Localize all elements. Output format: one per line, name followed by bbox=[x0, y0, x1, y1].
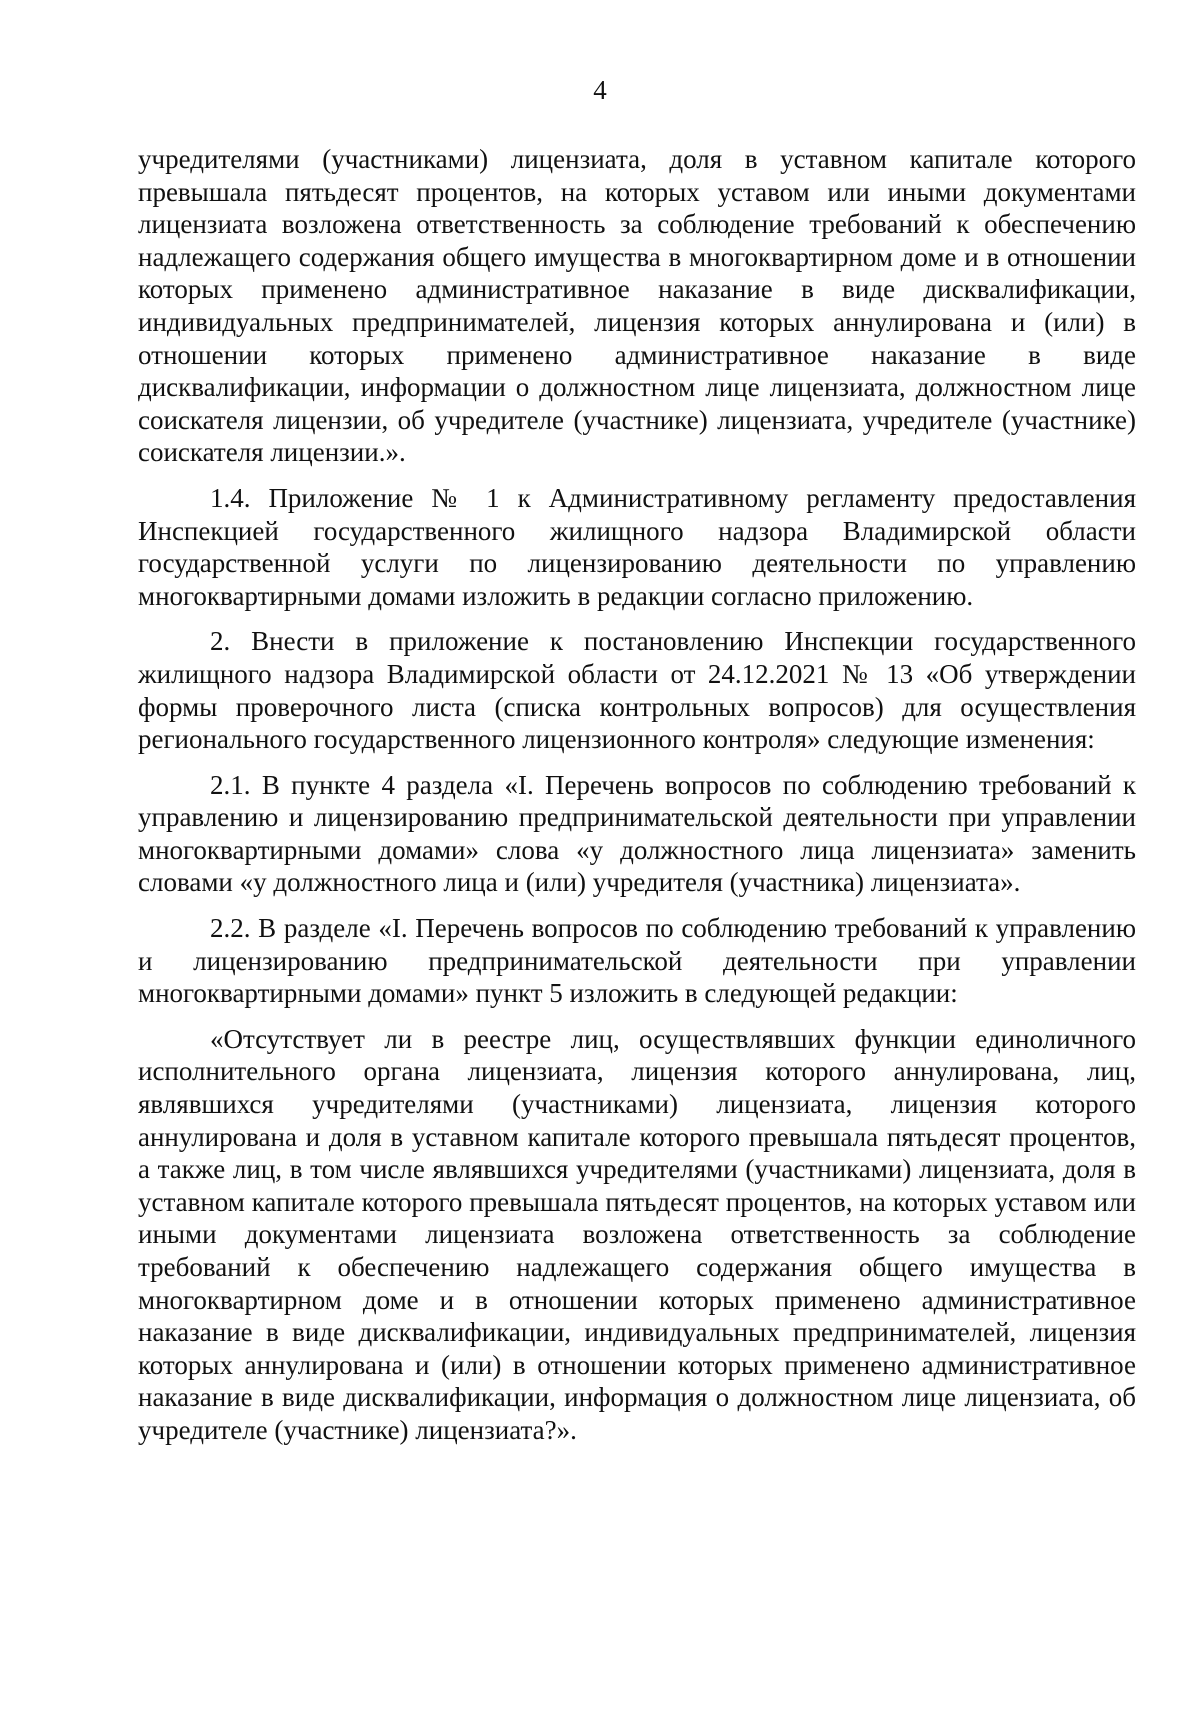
paragraph-2-2: 2.2. В разделе «I. Перечень вопросов по соблюдению требований к управлению и лицензированию предпринимательской деятельности при управлении многоквартирными домами» пункт 5 изложить в следующей редакции: bbox=[138, 913, 1136, 1009]
document-body bbox=[138, 143, 1136, 1447]
page-number: 4 bbox=[593, 75, 607, 105]
paragraph-2: 2. Внести в приложение к постановлению Инспекции государственного жилищного надзора Владимирской области от 24.12.2021 № 13 «Об утверждении формы проверочного листа (списка контрольных вопросов) для осуществления регионального государственного лицензионного контроля» следующие изменения: bbox=[138, 626, 1136, 755]
paragraph-1-4: 1.4. Приложение № 1 к Административному регламенту предоставления Инспекцией государственного жилищного надзора Владимирской области государственной услуги по лицензированию деятельности по управлению многоквартирными домами изложить в редакции согласно приложению. bbox=[138, 482, 1136, 611]
paragraph-2-1: 2.1. В пункте 4 раздела «I. Перечень вопросов по соблюдению требований к управлению и лицензированию предпринимательской деятельности при управлении многоквартирными домами» слова «у должностного лица лицензиата» заменить словами «у должностного лица и (или) учредителя (участника) лицензиата». bbox=[138, 769, 1136, 898]
paragraph-quoted-item-5: «Отсутствует ли в реестре лиц, осуществлявших функции единоличного исполнительного органа лицензиата, лицензия которого аннулирована, лиц, являвшихся учредителями (участниками) лицензиата, лицензия которого аннулирована и доля в уставном капитале которого превышала пятьдесят процентов, а также лиц, в том числе являвшихся учредителями (участниками) лицензиата, доля в уставном капитале которого превышала пятьдесят процентов, на которых уставом или иными документами лицензиата возложена ответственность за соблюдение требований к обеспечению надлежащего содержания общего имущества в многоквартирном доме и в отношении которых применено административное наказание в виде дисквалификации, индивидуальных предпринимателей, лицензия которых аннулирована и (или) в отношении которых применено административное наказание в виде дисквалификации, информация о должностном лице лицензиата, об учредителе (участнике) лицензиата?». bbox=[138, 1023, 1136, 1445]
paragraph-continuation: учредителями (участниками) лицензиата, доля в уставном капитале которого превышала пятьдесят процентов, на которых уставом или иными документами лицензиата возложена ответственность за соблюдение требований к обеспечению надлежащего содержания общего имущества в многоквартирном доме и в отношении которых применено административное наказание в виде дисквалификации, индивидуальных предпринимателей, лицензия которых аннулирована и (или) в отношении которых применено административное наказание в виде дисквалификации, информации о должностном лице лицензиата, должностном лице соискателя лицензии, об учредителе (участнике) лицензиата, учредителе (участнике) соискателя лицензии.». bbox=[138, 144, 1136, 468]
